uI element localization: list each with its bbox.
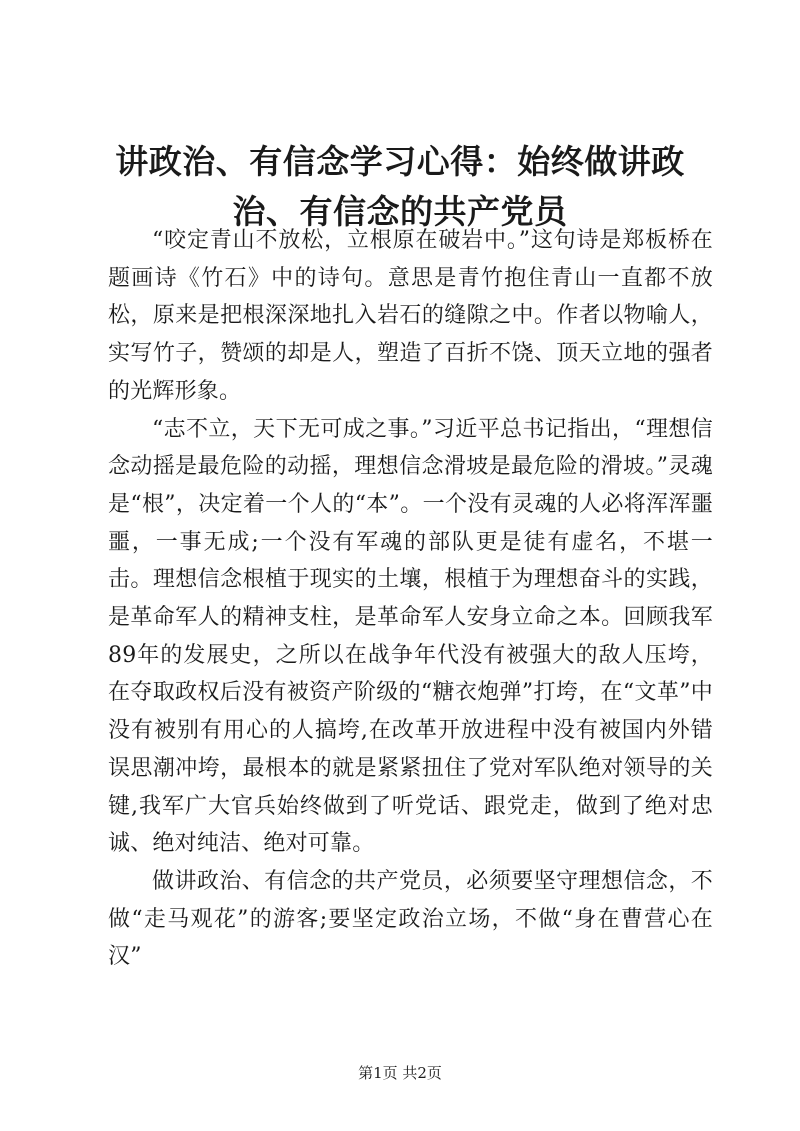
paragraph-1: “咬定青山不放松，立根原在破岩中。”这句诗是郑板桥在题画诗《竹石》中的诗句。意思是青竹抱住青山一直都不放松，原来是把根深深地扎入岩石的缝隙之中。作者以物喻人，实写竹子，赞颂的却是人，塑造了百折不饶、顶天立地的强者的光辉形象。 <box>108 228 713 404</box>
paragraph-3: 做讲政治、有信念的共产党员，必须要坚守理想信念，不做“走马观花”的游客;要坚定政治立场，不做“身在曹营心在汉” <box>108 868 713 970</box>
page-footer: 第1页 共2页 <box>358 1064 442 1082</box>
document-body <box>108 222 713 976</box>
paragraph-2: “志不立，天下无可成之事。”习近平总书记指出，“理想信念动摇是最危险的动摇，理想信念滑坡是最危险的滑坡。”灵魂是“根”，决定着一个人的“本”。一个没有灵魂的人必将浑浑噩噩，一事无成;一个没有军魂的部队更是徒有虚名，不堪一击。理想信念根植于现实的土壤，根植于为理想奋斗的实践，是革命军人的精神支柱，是革命军人安身立命之本。回顾我军89年的发展史，之所以在战争年代没有被强大的敌人压垮，在夺取政权后没有被资产阶级的“糖衣炮弹”打垮，在“文革”中没有被别有用心的人搞垮,在改革开放进程中没有被国内外错误思潮冲垮，最根本的就是紧紧扭住了党对军队绝对领导的关键,我军广大官兵始终做到了听党话、跟党走，做到了绝对忠诚、绝对纯洁、绝对可靠。 <box>108 416 713 857</box>
document-title: 讲政治、有信念学习心得：始终做讲政治、有信念的共产党员 <box>115 142 685 231</box>
